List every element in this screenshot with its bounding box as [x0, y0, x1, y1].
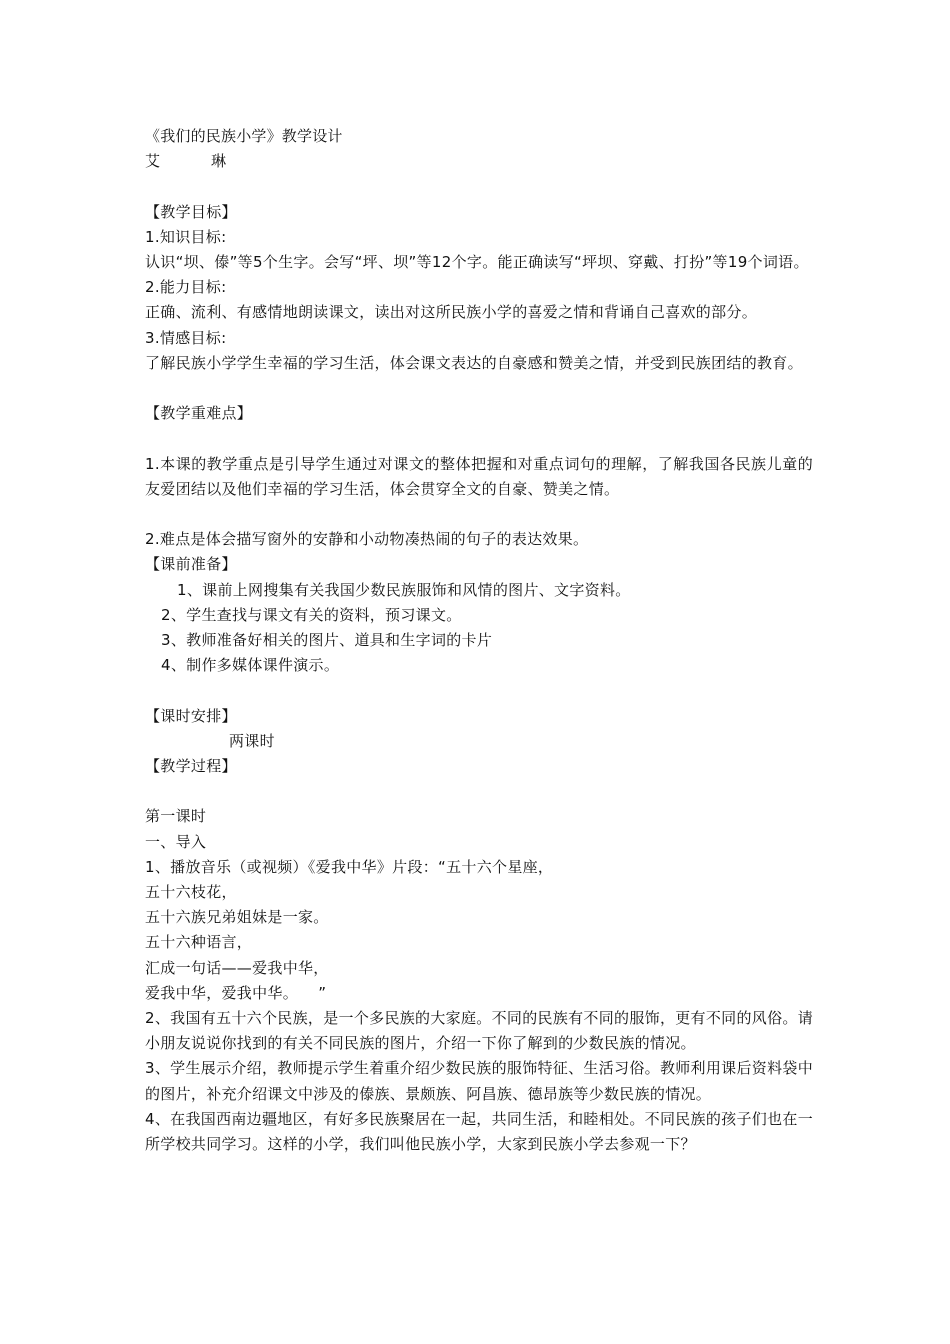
- section-heading-preparation: 【课前准备】: [145, 555, 237, 574]
- step3-paragraph: 3、学生展示介绍，教师提示学生着重介绍少数民族的服饰特征、生活习俗。教师利用课后资料袋中的图片，补充介绍课文中涉及的傣族、景颇族、阿昌族、德昂族等少数民族的情况。: [145, 1059, 813, 1103]
- document-page: [145, 124, 813, 1157]
- schedule-value: 两课时: [229, 731, 275, 750]
- goal-ability-text: 正确、流利、有感情地朗读课文，读出对这所民族小学的喜爱之情和背诵自己喜欢的部分。: [145, 303, 758, 322]
- spacer: [145, 376, 813, 401]
- spacer: [145, 502, 813, 527]
- goal-knowledge-text: 认识“坝、傣”等5个生字。会写“坪、坝”等12个字。能正确读写“坪坝、穿戴、打扮”等19个词语。: [145, 253, 809, 271]
- goal-ability-heading: 2.能力目标:: [145, 278, 227, 297]
- prep-item-3: 3、教师准备好相关的图片、道具和生字词的卡片: [161, 631, 493, 649]
- step4-paragraph: 4、在我国西南边疆地区，有好多民族聚居在一起，共同生活，和睦相处。不同民族的孩子们也在一所学校共同学习。这样的小学，我们叫他民族小学，大家到民族小学去参观一下？: [145, 1109, 813, 1154]
- spacer: [145, 678, 813, 703]
- goal-emotion-heading: 3.情感目标:: [145, 328, 227, 347]
- prep-item-4: 4、制作多媒体课件演示。: [161, 656, 340, 675]
- section-heading-schedule: 【课时安排】: [145, 706, 237, 725]
- spacer: [145, 426, 813, 451]
- prep-item-1: 1、课前上网搜集有关我国少数民族服饰和风情的图片、文字资料。: [177, 580, 631, 599]
- prep-item-2: 2、学生查找与课文有关的资料，预习课文。: [161, 605, 462, 624]
- step1-line: 1、播放音乐（或视频）《爱我中华》片段：“五十六个星座，: [145, 857, 554, 876]
- key-point-1: 1.本课的教学重点是引导学生通过对课文的整体把握和对重点词句的理解，了解我国各民族儿童的友爱团结以及他们幸福的学习生活，体会贯穿全文的自豪、赞美之情。: [145, 454, 813, 498]
- lesson-heading: 第一课时: [145, 807, 207, 826]
- lyric-line: 爱我中华，爱我中华。 ”: [145, 983, 327, 1002]
- section-heading-key-points: 【教学重难点】: [145, 404, 253, 423]
- document-title: 《我们的民族小学》教学设计: [145, 127, 343, 145]
- lyric-line: 汇成一句话——爱我中华，: [145, 958, 329, 977]
- key-point-2: 2.难点是体会描写窗外的安静和小动物凑热闹的句子的表达效果。: [145, 530, 589, 549]
- goal-emotion-text: 了解民族小学学生幸福的学习生活，体会课文表达的自豪感和赞美之情，并受到民族团结的教育。: [145, 353, 803, 372]
- lyric-line: 五十六种语言，: [145, 933, 253, 952]
- lyric-line: 五十六族兄弟姐妹是一家。: [145, 908, 329, 927]
- intro-heading: 一、导入: [145, 832, 207, 851]
- spacer: [145, 779, 813, 804]
- section-heading-goals: 【教学目标】: [145, 202, 237, 221]
- step2-paragraph: 2、我国有五十六个民族，是一个多民族的大家庭。不同的民族有不同的服饰，更有不同的风俗。请小朋友说说你找到的有关不同民族的图片，介绍一下你了解到的少数民族的情况。: [145, 1009, 813, 1053]
- section-heading-process: 【教学过程】: [145, 757, 237, 775]
- lyric-line: 五十六枝花，: [145, 883, 237, 901]
- spacer: [145, 174, 813, 199]
- author-name: 艾 琳: [145, 152, 227, 171]
- goal-knowledge-heading: 1.知识目标:: [145, 227, 227, 246]
